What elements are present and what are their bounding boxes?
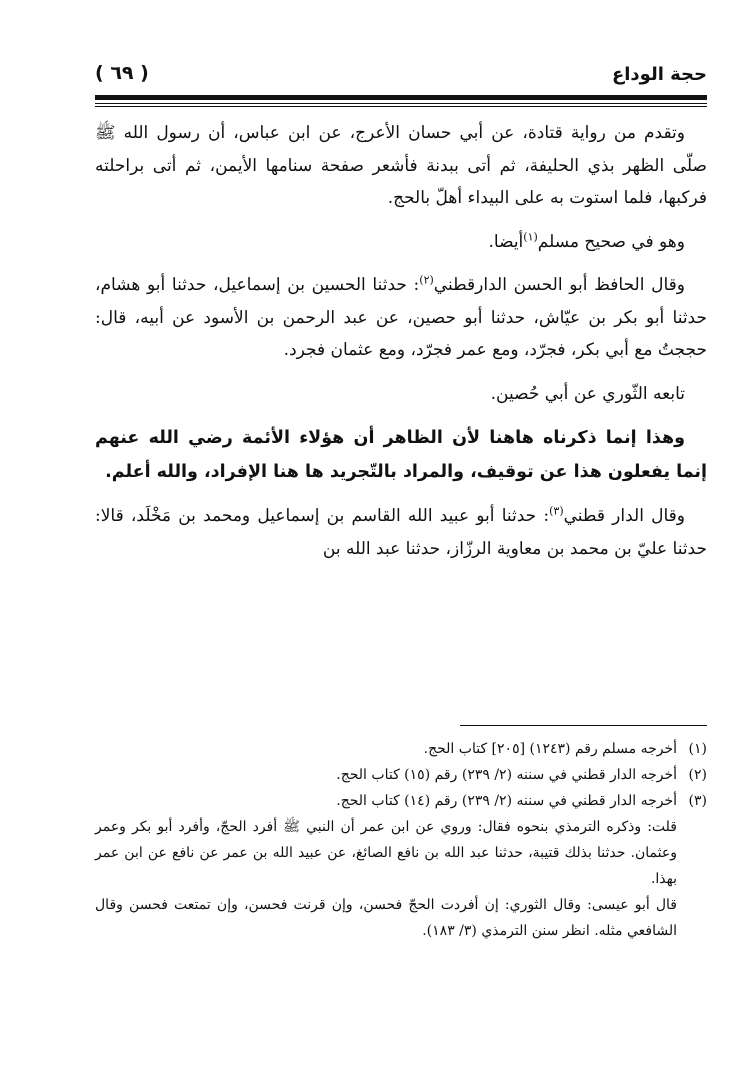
footnote-ref: (١) <box>523 229 538 243</box>
footnote-separator <box>460 725 707 726</box>
footnote-number: (١) <box>688 741 707 757</box>
footnote-ref: (٣) <box>549 504 564 518</box>
paragraph-2: وهو في صحيح مسلم$^{(١)}$أيضا. <box>488 229 685 252</box>
page-number: ( ٦٩ ) <box>95 62 149 84</box>
footnote-ref: (٢) <box>419 273 434 287</box>
header-rule-thin-2 <box>95 106 707 107</box>
footnote-note-1: قلت: وذكره الترمذي بنحوه فقال: وروي عن ابن عمر أن النبي ﷺ أفرد الحجّ، وأفرد أبو بكر وعمر وعثمان. حدثنا بذلك قتيبة، حدثنا عبد الله بن نافع الصائغ، عن عبيد الله بن عمر عن نافع عن ابن عمر بهذا. <box>95 819 677 887</box>
footnote-number: (٢) <box>688 767 707 783</box>
footnotes <box>95 736 707 944</box>
footnote-1 <box>95 736 707 762</box>
footnote-2 <box>95 762 707 788</box>
footnote-text: أخرجه مسلم رقم (١٢٤٣) [٢٠٥] كتاب الحج. <box>423 741 677 757</box>
header-rule-thin <box>95 103 707 104</box>
main-text <box>95 117 707 576</box>
paragraph-1: وتقدم من رواية قتادة، عن أبي حسان الأعرج، عن ابن عباس، أن رسول الله ﷺ صلّى الظهر بذي الحليفة، ثم أتى ببدنة فأشعر صفحة سنامها الأيمن، ثم أتى براحلته فركبها، فلما استوت به على البيداء أهلّ بالحج. <box>95 123 707 208</box>
page-header <box>95 60 707 94</box>
paragraph-6: وقال الدار قطني$^{(٣)}$: حدثنا أبو عبيد الله القاسم بن إسماعيل ومحمد بن مَخْلَد، قالا: حدثنا عليّ بن محمد بن معاوية الرزّاز، حدثنا عبد الله بن <box>95 504 707 559</box>
footnote-text: أخرجه الدار قطني في سننه (٢/ ٢٣٩) رقم (١٤) كتاب الحج. <box>336 793 677 809</box>
footnote-number: (٣) <box>688 793 707 809</box>
footnote-3 <box>95 788 707 814</box>
header-rule-thick <box>95 95 707 100</box>
running-title: حجة الوداع <box>611 64 707 85</box>
footnote-text: أخرجه الدار قطني في سننه (٢/ ٢٣٩) رقم (١٥) كتاب الحج. <box>336 767 677 783</box>
footnote-note-2: قال أبو عيسى: وقال الثوري: إن أفردت الحجّ فحسن، وإن قرنت فحسن، وإن تمتعت فحسن وقال الشافعي مثله. انظر سنن الترمذي (٣/ ١٨٣). <box>95 897 677 939</box>
paragraph-4: تابعه الثّوري عن أبي حُصين. <box>490 383 685 404</box>
paragraph-5-bold: وهذا إنما ذكرناه هاهنا لأن الظاهر أن هؤلاء الأئمة رضي الله عنهم إنما يفعلون هذا عن توقيف، والمراد بالتّجريد ها هنا الإفراد، والله أعلم. <box>95 428 707 482</box>
paragraph-3: وقال الحافظ أبو الحسن الدارقطني$^{(٢)}$: حدثنا الحسين بن إسماعيل، حدثنا أبو هشام، حدثنا أبو بكر بن عيّاش، حدثنا أبو حصين، عن عبد الرحمن بن الأسود عن أبيه، قال: حججتُ مع أبي بكر، فجرّد، ومع عمر فجرّد، ومع عثمان فجرد. <box>95 273 707 360</box>
